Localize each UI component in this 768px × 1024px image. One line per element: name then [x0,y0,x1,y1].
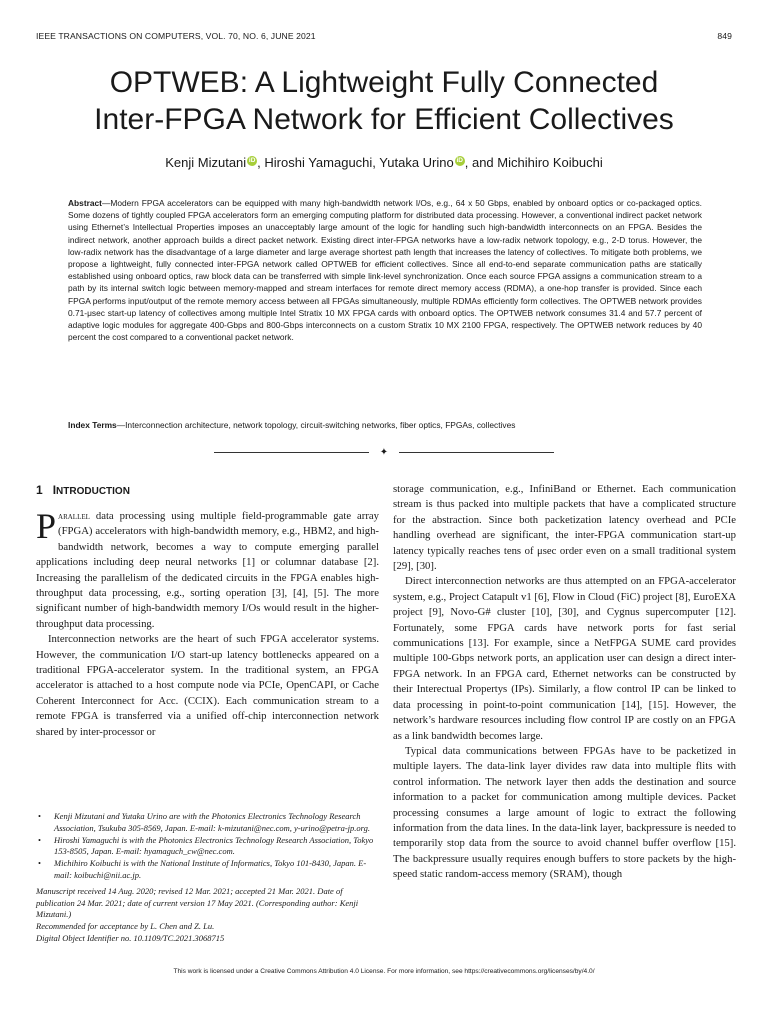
author-list [20,154,748,172]
paragraph: Direct interconnection networks are thus attempted on an FPGA-accelerator system, e.g., Project Catapult v1 [6], Flow in Cloud (FiC) project [8], EuroEXA project [9], Novo-G# cluster [10], [30], and Cygnus supercomputer [12]. Fortunately, some FPGA cards have network ports for fast serial communications [13]. For example, since a NetFPGA SUME card provides multiple 100-Gbps network ports, an application user can design a direct inter-FPGA network. In an FPGA card, Ethernet networks can be constructed by their Interectual Propertys (IPs). Similarly, a flow control IP can be linked to data processing in point-to-point communication [14], [15]. However, the network’s hardware resources including flow control IP are costly on an FPGA as a link bandwidth becomes large. [393,575,736,742]
left-column [36,482,379,740]
footnote-item: • Kenji Mizutani and Yutaka Urino are with the Photonics Electronics Technology Research Association, Tsukuba 305-8569, Japan. E-mail: k-mizutani@nec.com, y-urino@petra-jp.org. [36,811,379,835]
abstract-label: Abstract [68,198,102,208]
section-number: 1 [36,483,43,497]
separator-line-left [214,452,369,453]
footnote-item: • Hiroshi Yamaguchi is with the Photonics Electronics Technology Research Association, Tokyo 153-8505, Japan. E-mail: hyamaguch_cw@nec.com. [36,835,379,859]
orcid-icon[interactable]: iD [248,157,256,164]
title-line-1: OPTWEB: A Lightweight Fully Connected [109,66,659,99]
index-terms-text: —Interconnection architecture, network topology, circuit-switching networks, fiber optics, FPGAs, collectives [116,420,516,430]
separator-line-right [399,452,554,453]
footnote-item: • Michihiro Koibuchi is with the National Institute of Informatics, Tokyo 101-8430, Japan. E-mail: koibuchi@nii.ac.jp. [36,858,379,882]
author-1: Kenji Mizutani [165,155,247,170]
manuscript-dates: Manuscript received 14 Aug. 2020; revised 12 Mar. 2021; accepted 21 Mar. 2021. Date of publication 24 Mar. 2021; date of current version 17 May 2021. (Corresponding author: Kenji Mizutani.) [36,885,359,920]
paragraph: Typical data communications between FPGAs have to be packetized in multiple layers. The data-link layer divides raw data into multiple flits with control information. The network layer then adds the destination and source information to a packet for communication among multiple devices. Packet processing consumes a large amount of logic to extract the following information from the data lines. In the data-link layer, backpressure is needed to temporarily stop data from the source to avoid channel buffer overflow [15]. The backpressure usually requires enough buffers to store packets by the high-speed static random-access memory (SRAM), though [393,744,736,881]
paragraph-text: data processing using multiple field-programmable gate array (FPGA) accelerators with high-bandwidth memory, e.g., HBM2, and high-bandwidth network, becomes a way to compute emerging parallel applications including deep neural networks [1] or columnar database [2]. Increasing the parallelism of the dedicated circuits in the FPGA enables high-throughput data processing, e.g., sorting operation [3], [4], [5]. The more significant number of high-bandwidth memory I/Os would result in the higher-throughput data processing. [36,510,379,630]
dropcap: P [36,506,57,546]
section-separator [214,447,554,459]
right-column [393,482,736,883]
footnotes [36,811,379,945]
abstract-text: —Modern FPGA accelerators can be equipped with many high-bandwidth network I/Os, e.g., 64 x 50 Gbps, enabled by onboard optics or co-packaged optics. Some dozens of tightly coupled FPGA accelerators form an emerging computing platform for distributed data processing. However, a conventional indirect packet network using Ethernet’s Intellectual Properties imposes an unacceptably large amount of the logic for handling such high-bandwidth interconnects on an FPGA. Besides the indirect network, another approach builds a direct packet network. Existing direct inter-FPGA networks have a low-radix network topology, e.g., 2-D torus. However, the low-radix network has the disadvantage of a large diameter and large average shortest path length that increases the latency of collectives. To mitigate both problems, we propose a lightweight, fully connected inter-FPGA network called OPTWEB for efficient collectives. Since all end-to-end separate communication paths are statically established using onboard optics, raw block data can be transferred with simple link-level synchronization. Once each source FPGA assigns a communication stream to a path by its internal switch logic between memory-mapped and stream interfaces for remote direct memory access (RDMA), a one-hop transfer is provided. Since each FPGA performs input/output of the remote memory access between all FPGAs simultaneously, multiple RDMAs efficiently form collectives. The OPTWEB network provides 0.71-μsec start-up latency of collectives among multiple Intel Stratix 10 MX FPGA cards with onboard optics. The OPTWEB network consumes 31.4 and 57.7 percent of adaptive logic modules for aggregate 400-Gbps and 800-Gbps interconnects on a custom Stratix 10 MX 2100 FPGA, respectively. The OPTWEB network reduces by 40 percent the cost compared to a conventional packet network. [68,198,702,343]
smallcaps-lead: arallel [58,510,90,522]
manuscript-info [36,886,379,945]
paragraph: Interconnection networks are the heart of such FPGA accelerator systems. However, the communication I/O start-up latency bottlenecks appeared on a traditional FPGA-accelerator system. In the traditional system, an FPGA accelerator is attached to a host compute node via PCIe, OpenCAPI, or Cache Coherent Interconnect for Acc. (CCIX). Each communication stream to a remote FPGA is transferred via a unified off-chip interconnection network shared by inter-processor or [36,633,379,738]
index-terms [68,419,702,431]
license-notice: This work is licensed under a Creative Commons Attribution 4.0 License. For more information, see https://creativecommons.org/licenses/by/4.0/ [173,968,595,975]
orcid-icon[interactable]: iD [456,157,463,164]
abstract [68,197,702,343]
title-line-2: Inter-FPGA Network for Efficient Collectives [94,103,674,136]
journal-header: IEEE TRANSACTIONS ON COMPUTERS, VOL. 70, NO. 6, JUNE 2021 [36,31,316,41]
paragraph [36,506,379,632]
author-2-3: , Hiroshi Yamaguchi, Yutaka Urino [257,155,454,170]
section-title-initial: I [52,483,57,497]
author-4: , and Michihiro Koibuchi [464,155,603,170]
section-title-rest: NTRODUCTION [56,486,130,497]
paragraph: storage communication, e.g., InfiniBand or Ethernet. Each communication stream is thus packed into multiple packets that have a complicated structure for the abstraction. Since both packetization latency overhead and PCIe handling overhead are significant, the inter-FPGA communication start-up latency typically reaches tens of μsec order even on a small traditional system [29], [30]. [393,483,736,573]
section-heading [36,482,379,500]
page-number: 849 [717,31,732,41]
paper-title [20,64,748,138]
index-terms-label: Index Terms [68,420,117,430]
separator-diamond-icon: ✦ [379,447,389,458]
recommended-by: Recommended for acceptance by L. Chen and Z. Lu. [36,921,215,932]
doi: Digital Object Identifier no. 10.1109/TC.2021.3068715 [36,932,225,943]
